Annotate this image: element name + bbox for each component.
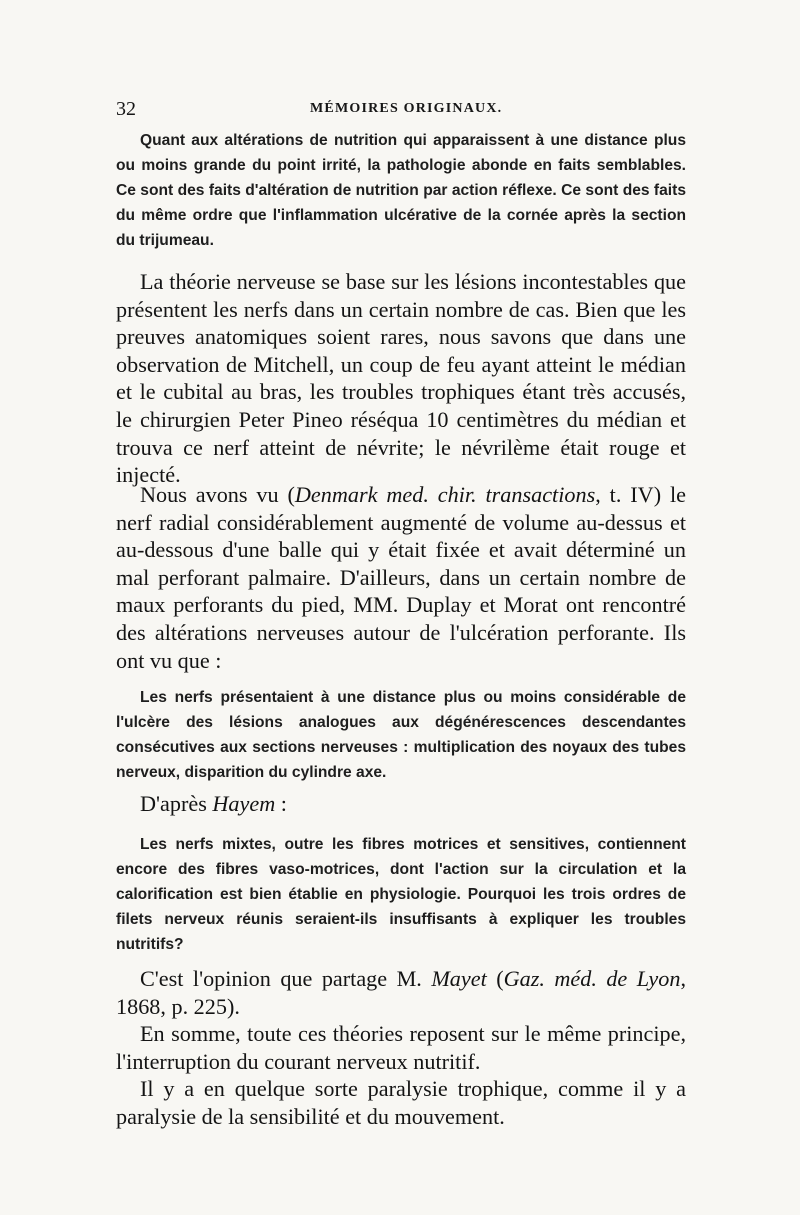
quote-nerve-lesions: Les nerfs présentaient à une distance plus ou moins considérable de l'ulcère des lésions analogues aux dégénérescences descendantes consécutives aux sections nerveuses : multiplication des noyaux des tubes nerveux, disparition du cylindre axe. bbox=[116, 689, 686, 781]
author-name: Hayem bbox=[212, 791, 276, 816]
paragraph-text: ( bbox=[486, 966, 504, 991]
paragraph-text: Nous avons vu ( bbox=[140, 482, 295, 507]
paragraph-mayet-opinion bbox=[116, 965, 686, 1020]
paragraph-summary: En somme, toute ces théories reposent sur le même principe, l'interruption du courant nerveux nutritif. bbox=[116, 1021, 686, 1074]
author-name: Mayet bbox=[431, 966, 487, 991]
running-title: MÉMOIRES ORIGINAUX. bbox=[310, 101, 503, 116]
citation-title: Gaz. méd. de Lyon bbox=[503, 966, 681, 991]
paragraph-text: D'après bbox=[140, 791, 213, 816]
paragraph-nervous-theory: La théorie nerveuse se base sur les lésions incontestables que présentent les nerfs dans un certain nombre de cas. Bien que les preuves anatomiques soient rares, nous savons que dans une observation de Mitchell, un coup de feu ayant atteint le médian et le cubital au bras, les troubles trophiques étant très accusés, le chirurgien Peter Pineo réséqua 10 centimètres du médian et trouva ce nerf atteint de névrite; le névrilème était rouge et injecté. bbox=[116, 269, 686, 488]
paragraph-reflex-alterations: Quant aux altérations de nutrition qui apparaissent à une distance plus ou moins grande du point irrité, la pathologie abonde en faits semblables. Ce sont des faits d'altération de nutrition par action réflexe. Ce sont des faits du même ordre que l'inflammation ulcérative de la cornée après la section du trijumeau. bbox=[116, 132, 686, 249]
page-header bbox=[116, 98, 686, 122]
page-number: 32 bbox=[116, 98, 136, 120]
paragraph-hayem-intro bbox=[116, 790, 686, 818]
paragraph-text: : bbox=[275, 791, 287, 816]
citation-title: Denmark med. chir. transactions bbox=[294, 482, 596, 507]
paragraph-text: , t. IV) le nerf radial considérablement augmenté de volume au-dessus et au-dessous d'une balle qui y était fixée et avait déterminé un mal perforant palmaire. D'ailleurs, dans un certain nombre de maux perforants du pied, MM. Duplay et Morat ont rencontré des altérations nerveuses autour de l'ulcération perforante. Ils ont vu que : bbox=[116, 482, 686, 673]
paragraph-trophic-paralysis: Il y a en quelque sorte paralysie trophique, comme il y a paralysie de la sensibilité et du mouvement. bbox=[116, 1076, 686, 1129]
paragraph-text: , 1868, p. 225). bbox=[116, 966, 687, 1019]
paragraph-text: C'est l'opinion que partage M. bbox=[140, 966, 432, 991]
paragraph-radial-nerve bbox=[116, 481, 686, 674]
quote-mixed-nerves: Les nerfs mixtes, outre les fibres motrices et sensitives, contiennent encore des fibres vaso-motrices, dont l'action sur la circulation et la calorification est bien établie en physiologie. Pourquoi les trois ordres de filets nerveux réunis seraient-ils insuffisants à expliquer les troubles nutritifs? bbox=[116, 836, 686, 953]
